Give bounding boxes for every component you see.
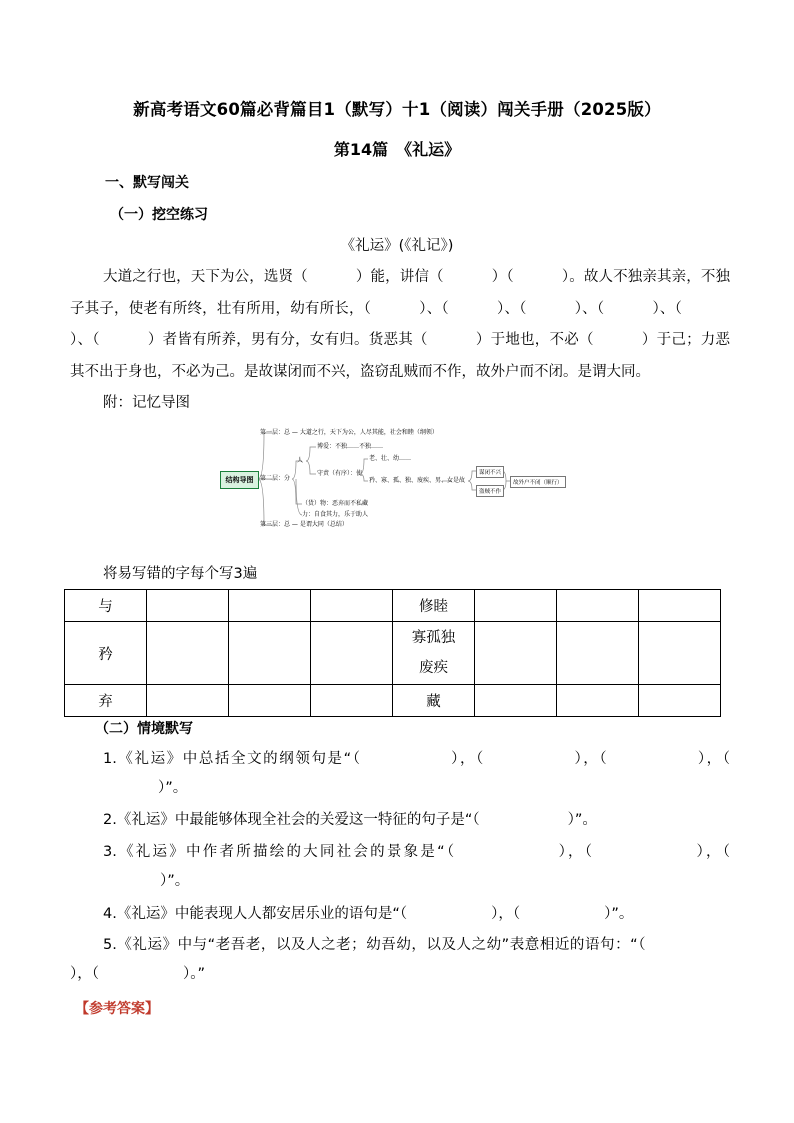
practice-instruction: 将易写错的字每个写3遍: [103, 566, 258, 582]
question-text: ），（: [449, 751, 485, 767]
mind-map: [220, 424, 570, 534]
question-text: ）。”: [183, 966, 206, 982]
mindmap-force: 力：自食其力，乐于助人: [302, 511, 369, 518]
question-text: ）”。: [604, 906, 634, 922]
char-cell: 矜: [65, 622, 147, 685]
char-cell: 藏: [393, 685, 475, 717]
practice-cell[interactable]: [147, 622, 229, 685]
passage-text: ）者皆有所养，男有分，女有归。货恶其（: [147, 332, 428, 348]
mindmap-group-2: 矜、寡、孤、独、废疾、男、女: [369, 477, 454, 484]
question-text: ），（: [556, 844, 595, 860]
cloze-passage: [70, 262, 730, 388]
mindmap-person: 人: [297, 457, 304, 464]
subsection-heading-2: （二）情境默写: [95, 721, 193, 737]
question-text: ）”。: [158, 780, 188, 796]
practice-cell[interactable]: [311, 685, 393, 717]
mindmap-group-1: 老、壮、幼……: [369, 455, 412, 462]
practice-cell[interactable]: [557, 622, 639, 685]
answer-key-label: 【参考答案】: [75, 1001, 159, 1017]
passage-text: ）能，讲信（: [355, 269, 444, 285]
mindmap-level-3: 第三层：总 — 是谓大同（总结）: [260, 521, 348, 528]
passage-text: 大道之行也，天下为公，选贤（: [103, 269, 308, 285]
mindmap-goods: （货）物：恶弃而不私藏: [302, 500, 369, 507]
question-text: 4.《礼运》中能表现人人都安居乐业的语句是“（: [103, 906, 408, 922]
passage-text: ）、（: [496, 300, 527, 317]
question-text: ），（: [572, 751, 609, 767]
practice-cell[interactable]: [639, 622, 721, 685]
question-text: ），（: [696, 751, 730, 767]
char-cell: [393, 622, 475, 685]
section-heading: 一、默写闯关: [105, 175, 189, 191]
practice-cell[interactable]: [311, 622, 393, 685]
table-row: [65, 590, 721, 622]
char-text: 废疾: [419, 660, 448, 676]
mindmap-so: 是故: [453, 477, 466, 484]
practice-cell[interactable]: [475, 590, 557, 622]
mindmap-love: 博爱：不独……不独……: [317, 443, 384, 450]
question-2: [70, 806, 730, 835]
practice-cell[interactable]: [229, 590, 311, 622]
practice-cell[interactable]: [229, 685, 311, 717]
passage-text: ）（: [491, 269, 514, 285]
mindmap-box-2: 盗贼不作: [476, 485, 504, 497]
question-text: 5.《礼运》中与“老吾老，以及人之老；幼吾幼，以及人之幼”表意相近的语句：“（: [103, 937, 646, 953]
question-text: ），（: [70, 966, 99, 982]
practice-cell[interactable]: [475, 685, 557, 717]
table-row: [65, 622, 721, 685]
page-subtitle: 第14篇 《礼运》: [333, 140, 461, 159]
practice-cell[interactable]: [147, 590, 229, 622]
question-text: 3.《礼运》中作者所描绘的大同社会的景象是“（: [103, 844, 457, 860]
char-cell: 弃: [65, 685, 147, 717]
passage-text: ）于己；力恶其不出于身也，不必为己。是故谋闭而不兴，盗窃乱贼而不作，故外户而不闭。是谓大同。: [70, 332, 731, 380]
passage-text: ）、（: [652, 300, 683, 317]
mindmap-box-1: 谋闭不兴: [476, 466, 504, 478]
page-title: 新高考语文60篇必背篇目1（默写）十1（阅读）闯关手册（2025版）: [133, 100, 661, 119]
passage-text: ）、（: [419, 300, 449, 317]
question-text: ）”。: [160, 873, 190, 889]
subsection-heading-1: （一）挖空练习: [110, 207, 208, 223]
question-1: [70, 745, 730, 803]
practice-cell[interactable]: [147, 685, 229, 717]
source-line: 《礼运》(《礼记》): [340, 238, 454, 254]
mindmap-keep: 守责（有序）：使: [317, 470, 363, 477]
question-text: 1.《礼运》中总括全文的纲领句是“（: [103, 751, 362, 767]
char-text: 寡孤独: [411, 630, 456, 646]
question-text: ），（: [491, 906, 521, 922]
passage-text: ）。故人不独亲其亲，不独子其子，使老有所终，壮有所用，幼有所长，（: [70, 269, 730, 317]
mindmap-level-2: 第二层：分: [260, 475, 291, 482]
question-text: ），（: [694, 844, 730, 860]
practice-cell[interactable]: [639, 685, 721, 717]
question-5: [70, 931, 730, 989]
table-row: [65, 685, 721, 717]
question-text: ）”。: [567, 812, 597, 828]
practice-cell[interactable]: [475, 622, 557, 685]
passage-text: ）、（: [70, 332, 100, 348]
practice-cell[interactable]: [229, 622, 311, 685]
practice-cell[interactable]: [311, 590, 393, 622]
mindmap-note: 附：记忆导图: [103, 395, 190, 411]
question-text: 2.《礼运》中最能够体现全社会的关爱这一特征的句子是“（: [103, 812, 480, 828]
practice-cell[interactable]: [557, 590, 639, 622]
practice-cell[interactable]: [557, 685, 639, 717]
mindmap-level-1: 第一层：总 — 大道之行，天下为公，人尽其能，社会和睦（纲领）: [260, 429, 438, 436]
mindmap-box-3: 故外户不闭（顺行）: [510, 476, 566, 488]
passage-text: ）于地也，不必（: [475, 332, 594, 348]
question-4: [70, 900, 730, 929]
practice-cell[interactable]: [639, 590, 721, 622]
char-cell: 与: [65, 590, 147, 622]
mindmap-root: 结构导图: [220, 471, 259, 489]
practice-table: [64, 589, 721, 717]
question-3: [70, 838, 730, 896]
passage-text: ）、（: [574, 300, 605, 317]
char-cell: 修睦: [393, 590, 475, 622]
